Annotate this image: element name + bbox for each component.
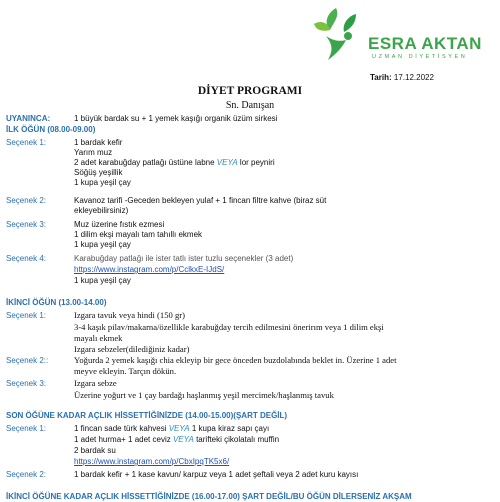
option-line: 2 bardak su <box>74 446 116 455</box>
option-line: Izgara tavuk veya hindi (150 gr) <box>74 310 185 320</box>
option-line: Karabuğday patlağı ile ister tatlı ister tuzlu seçenekler (3 adet) <box>74 254 294 263</box>
option-line: meyve ekleyin. Tarçın dökün. <box>74 366 177 376</box>
option-line: 3-4 kaşık pilav/makarna/özellikle karabuğday tercih edilmesini önerirım veya 1 dilim ekşi <box>74 322 384 332</box>
veya-text: VEYA <box>172 435 194 444</box>
logo-subtitle: UZMAN DİYETİSYEN <box>372 54 468 60</box>
option-label: Seçenek 1: <box>6 311 47 320</box>
option-label: Seçenek 4: <box>6 254 47 263</box>
leaf-person-icon <box>306 4 366 66</box>
option-label: Seçenek 2: <box>6 196 47 205</box>
option-line: 1 kupa yeşil çay <box>74 276 131 285</box>
option-text: lor peyniri <box>237 158 275 167</box>
logo-name: ESRA AKTAN <box>368 34 482 53</box>
option-line: Yoğurda 2 yemek kaşığı chia ekleyip bir gece önceden buzdolabında beklet in. Üzerine 1 adet <box>74 355 397 365</box>
option-line: Izgara sebzeler(dilediğiniz kadar) <box>74 344 190 354</box>
option-line: 1 dilim ekşi mayalı tam tahıllı ekmek <box>74 230 203 239</box>
section-heading-next: İKİNCİ ÖĞÜNE KADAR AÇLIK HİSSETTİĞİNİZDE (16.00-17.00) ŞART DEĞİL/BU ÖĞÜN DİLERSENİZ AKŞAM <box>6 492 412 501</box>
option-line: Üzerine yoğurt ve 1 çay bardağı haşlanmış yeşil mercimek/haşlanmış tavuk <box>74 390 334 400</box>
option-line <box>74 158 275 168</box>
option-line <box>74 435 279 445</box>
option-text: 1 kupa kiraz sapı çayı <box>189 424 270 433</box>
section-heading-ikinci-ogun: İKİNCİ ÖĞÜN (13.00-14.00) <box>6 298 107 307</box>
option-text: 2 adet karabuğday patlağı üstüne labne <box>74 158 217 167</box>
page-subtitle: Sn. Danışan <box>225 100 275 111</box>
option-line: Kavanoz tarifi -Geceden bekleyen yulaf + 1 fincan filtre kahve (biraz süt <box>74 196 327 205</box>
option-line: 1 bardak kefir + 1 kase kavun/ karpuz veya 1 adet şeftali veya 2 adet kuru kayısı <box>74 470 359 479</box>
option-line: Yarım muz <box>74 148 113 157</box>
option-line: Söğüş yeşillik <box>74 168 123 177</box>
option-line: Izgara sebze <box>74 378 117 388</box>
option-label: Seçenek 2: <box>6 470 47 479</box>
option-label: Seçenek 2:: <box>6 356 49 365</box>
option-label: Seçenek 1: <box>6 424 47 433</box>
option-text: 1 fincan sade türk kahvesi <box>74 424 169 433</box>
option-line: 1 bardak kefir <box>74 138 123 147</box>
uyaninca-label: UYANINCA: <box>6 114 51 123</box>
instagram-link[interactable]: https://www.instagram.com/p/CbxIpqTK5x6/ <box>74 457 230 466</box>
instagram-link[interactable]: https://www.instagram.com/p/CclkxE-IJdS/ <box>74 265 225 274</box>
option-text: 1 adet hurma+ 1 adet ceviz <box>74 435 173 444</box>
veya-text: VEYA <box>216 158 238 167</box>
uyaninca-text: 1 büyük bardak su + 1 yemek kaşığı organik üzüm sirkesi <box>74 114 278 123</box>
brand-logo <box>306 4 500 68</box>
option-line: 1 kupa yeşil çay <box>74 240 131 249</box>
date-label: Tarih: <box>370 73 392 82</box>
option-text: tarifteki çikolatalı muffin <box>193 435 280 444</box>
section-heading-son-ogun: SON ÖĞÜNE KADAR AÇLIK HİSSETTİĞİNİZDE (14.00-15.00)(ŞART DEĞİL) <box>6 411 288 420</box>
option-line: Muz üzerine fıstık ezmesi <box>74 220 165 229</box>
option-line <box>74 424 269 434</box>
option-line: 1 kupa yeşil çay <box>74 178 131 187</box>
veya-text: VEYA <box>168 424 190 433</box>
section-heading-ilk-ogun: İLK ÖĞÜN (08.00-09.00) <box>6 125 96 134</box>
date-value: 17.12.2022 <box>393 73 434 82</box>
option-label: Seçenek 3: <box>6 220 47 229</box>
option-label: Seçenek 1: <box>6 138 47 147</box>
document-date <box>370 73 434 82</box>
option-label: Seçenek 3: <box>6 379 47 388</box>
option-line: mayalı ekmek <box>74 333 123 343</box>
option-line: ekleyebilirsiniz) <box>74 206 129 215</box>
page-title: DİYET PROGRAMI <box>197 85 303 97</box>
